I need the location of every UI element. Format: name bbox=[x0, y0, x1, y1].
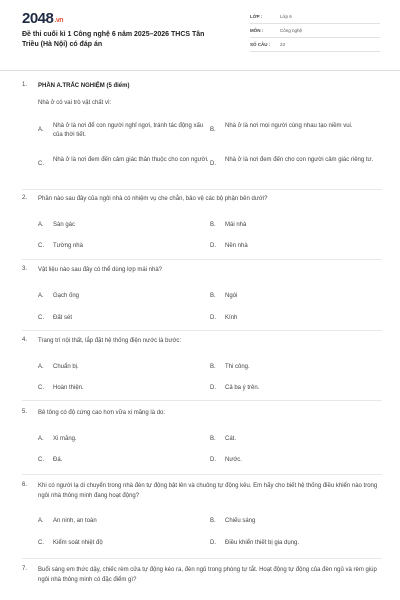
question-separator bbox=[22, 330, 382, 331]
question-number: 1. bbox=[22, 82, 28, 88]
option-letter: A. bbox=[38, 518, 44, 524]
site-logo[interactable] bbox=[22, 10, 63, 27]
question-text: Bê tông có độ cứng cao hơn vữa xi măng là do: bbox=[38, 410, 166, 416]
option-letter: B. bbox=[210, 436, 216, 442]
option-letter: A. bbox=[38, 293, 44, 299]
question-4 bbox=[22, 337, 382, 397]
question-number: 5. bbox=[22, 409, 28, 415]
option-letter: C. bbox=[38, 161, 44, 167]
option-text: Xi măng. bbox=[53, 436, 77, 442]
question-1 bbox=[22, 82, 382, 182]
option-text: Nhà ở là nơi đem đến cảm giác thân thuộc cho con người. bbox=[53, 157, 209, 163]
option-letter: C. bbox=[38, 243, 44, 249]
meta-label: LỚP : bbox=[250, 14, 263, 19]
question-5 bbox=[22, 409, 382, 469]
meta-value: Lớp 6 bbox=[280, 14, 292, 19]
option-text: Sàn gác bbox=[53, 222, 76, 228]
page-header bbox=[0, 0, 400, 66]
option-text: Đá. bbox=[53, 457, 63, 463]
option-text: Nhà ở là nơi đem đến cho con người cảm giác riêng tư. bbox=[225, 157, 374, 163]
logo-tld: .vn bbox=[54, 17, 63, 24]
option-letter: B. bbox=[210, 127, 216, 133]
question-3 bbox=[22, 266, 382, 326]
option-text: Mái nhà bbox=[225, 222, 247, 228]
question-7 bbox=[22, 566, 382, 596]
option-letter: B. bbox=[210, 222, 216, 228]
meta-label: MÔN : bbox=[250, 28, 264, 33]
question-number: 2. bbox=[22, 195, 28, 201]
question-text: Nhà ở có vai trò vật chất vì: bbox=[38, 100, 112, 106]
option-text: Cả ba ý trên. bbox=[225, 385, 260, 391]
question-separator bbox=[22, 558, 382, 559]
option-text: Chuẩn bị. bbox=[53, 364, 79, 370]
option-text: Nhà ở là nơi mọi người cùng nhau tạo niềm vui. bbox=[225, 123, 353, 129]
option-letter: A. bbox=[38, 364, 44, 370]
question-separator bbox=[22, 400, 382, 401]
question-number: 3. bbox=[22, 266, 28, 272]
option-letter: D. bbox=[210, 540, 216, 546]
option-letter: A. bbox=[38, 436, 44, 442]
option-letter: D. bbox=[210, 161, 216, 167]
option-text: Kính bbox=[225, 315, 238, 321]
exam-title: Đề thi cuối kì 1 Công nghệ 6 năm 2025–2026 THCS Tân Triều (Hà Nội) có đáp án bbox=[22, 31, 205, 48]
option-letter: A. bbox=[38, 222, 44, 228]
option-text: Đất sét bbox=[53, 315, 73, 321]
option-letter: D. bbox=[210, 315, 216, 321]
question-text: Vật liệu nào sau đây có thể dùng lợp mái nhà? bbox=[38, 267, 163, 273]
exam-meta bbox=[250, 10, 380, 52]
meta-row-class bbox=[250, 10, 380, 24]
meta-row-count bbox=[250, 38, 380, 52]
option-letter: D. bbox=[210, 243, 216, 249]
option-letter: D. bbox=[210, 457, 216, 463]
option-letter: A. bbox=[38, 127, 44, 133]
question-6 bbox=[22, 482, 382, 552]
question-separator bbox=[22, 189, 382, 190]
header-divider bbox=[0, 70, 400, 71]
meta-value: Công nghệ bbox=[280, 28, 303, 33]
option-text: An ninh, an toàn bbox=[53, 518, 97, 524]
option-text: Cát. bbox=[225, 436, 237, 442]
option-text: Ngói bbox=[225, 293, 238, 299]
option-text: Gạch ống bbox=[53, 293, 80, 299]
meta-label: SỐ CÂU : bbox=[250, 42, 271, 47]
question-2 bbox=[22, 195, 382, 255]
option-text: Điều khiển thiết bị gia dụng. bbox=[225, 540, 300, 546]
meta-row-subject bbox=[250, 24, 380, 38]
question-text: Khi có người lạ di chuyển trong nhà đèn tự động bật lên và chuông tự động kêu. Em hãy cho biết hệ thống điều khiển nào trong ngôi nhà thông minh đang hoạt động? bbox=[38, 483, 378, 499]
option-text: Thi công. bbox=[225, 364, 250, 370]
question-separator bbox=[22, 259, 382, 260]
question-text: Buổi sáng em thức dậy, chiếc rèm cửa tự động kéo ra, đèn ngủ trong phòng tự tắt. Hoạt động tự động của đèn ngủ và rèm giúp ngôi nhà thông minh có đặc điểm gì? bbox=[38, 567, 377, 583]
section-heading: PHẦN A.TRẮC NGHIỆM (5 điểm) bbox=[38, 83, 130, 89]
option-letter: B. bbox=[210, 293, 216, 299]
option-text: Chiếu sáng bbox=[225, 518, 256, 524]
option-text: Nhà ở là nơi để con người nghỉ ngơi, tránh tác động xấu của thời tiết. bbox=[53, 123, 204, 138]
option-letter: C. bbox=[38, 457, 44, 463]
question-text: Phần nào sau đây của ngôi nhà có nhiệm vụ che chắn, bảo vệ các bộ phận bên dưới? bbox=[38, 196, 268, 202]
question-number: 6. bbox=[22, 482, 28, 488]
question-number: 7. bbox=[22, 566, 28, 572]
question-number: 4. bbox=[22, 337, 28, 343]
question-separator bbox=[22, 474, 382, 475]
option-text: Kiểm soát nhiệt độ bbox=[53, 540, 103, 546]
question-text: Trang trí nội thất, lắp đặt hệ thống điện nước là bước: bbox=[38, 338, 182, 344]
meta-value: 23 bbox=[280, 42, 286, 47]
option-letter: B. bbox=[210, 364, 216, 370]
option-letter: C. bbox=[38, 385, 44, 391]
option-letter: C. bbox=[38, 315, 44, 321]
option-letter: C. bbox=[38, 540, 44, 546]
option-text: Tường nhà bbox=[53, 243, 83, 249]
option-text: Hoàn thiện. bbox=[53, 385, 84, 391]
option-text: Nước. bbox=[225, 457, 242, 463]
option-text: Nền nhà bbox=[225, 243, 248, 249]
option-letter: B. bbox=[210, 518, 216, 524]
option-letter: D. bbox=[210, 385, 216, 391]
logo-number: 2048 bbox=[22, 10, 54, 27]
